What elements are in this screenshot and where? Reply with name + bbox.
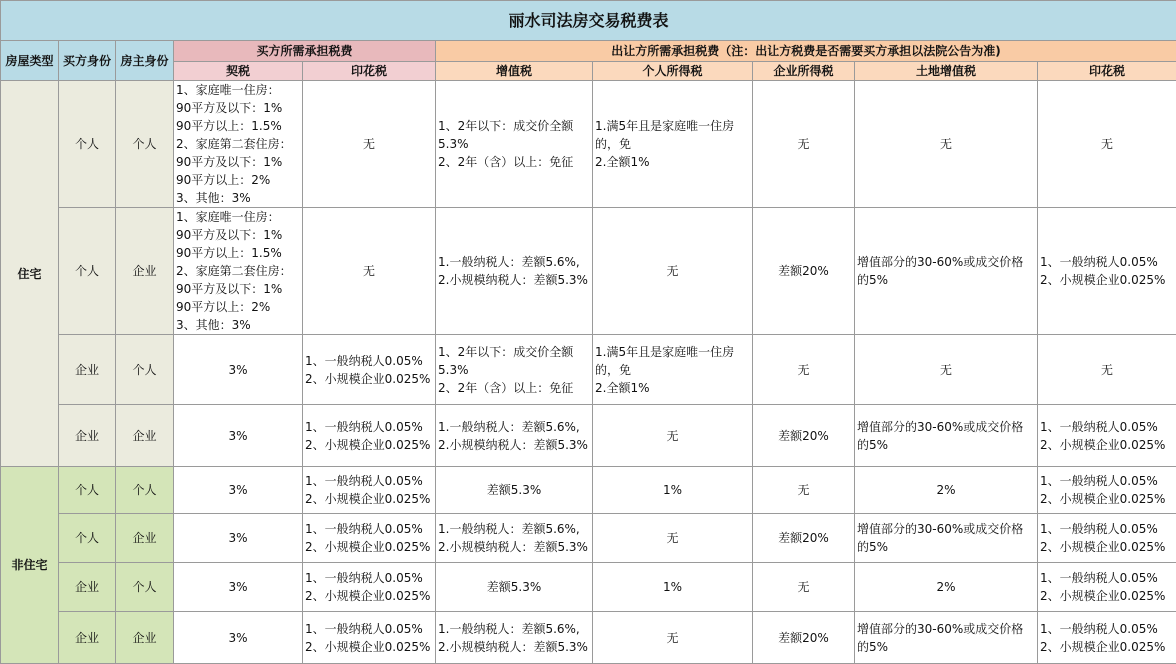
table-row	[1, 514, 1176, 563]
personal-income-tax-cell: 1%	[593, 563, 753, 612]
buyer-identity-cell: 企业	[59, 405, 116, 467]
buyer-stamp-tax-cell: 1、一般纳税人0.05% 2、小规模企业0.025%	[303, 405, 436, 467]
corporate-income-tax-cell: 无	[753, 81, 855, 208]
vat-cell: 1.一般纳税人：差额5.6%, 2.小规模纳税人：差额5.3%	[436, 405, 593, 467]
owner-identity-cell: 企业	[116, 405, 174, 467]
deed-tax-cell: 3%	[174, 335, 303, 405]
personal-income-tax-cell: 1.满5年且是家庭唯一住房的，免 2.全额1%	[593, 335, 753, 405]
land-vat-cell: 增值部分的30-60%或成交价格的5%	[855, 612, 1038, 664]
table-row	[1, 335, 1176, 405]
buyer-identity-cell: 企业	[59, 612, 116, 664]
buyer-identity-cell: 个人	[59, 208, 116, 335]
owner-identity-cell: 个人	[116, 81, 174, 208]
owner-identity-cell: 个人	[116, 467, 174, 514]
vat-cell: 1.一般纳税人：差额5.6%, 2.小规模纳税人：差额5.3%	[436, 514, 593, 563]
land-vat-cell: 2%	[855, 467, 1038, 514]
deed-tax-cell: 3%	[174, 514, 303, 563]
buyer-identity-cell: 企业	[59, 335, 116, 405]
buyer-stamp-tax-cell: 1、一般纳税人0.05% 2、小规模企业0.025%	[303, 612, 436, 664]
buyer-stamp-tax-cell: 无	[303, 81, 436, 208]
corporate-income-tax-cell: 差额20%	[753, 612, 855, 664]
buyer-identity-cell: 个人	[59, 467, 116, 514]
personal-income-tax-cell: 无	[593, 405, 753, 467]
house-type-cell: 非住宅	[1, 467, 59, 664]
land-vat-cell: 无	[855, 81, 1038, 208]
owner-identity-cell: 个人	[116, 563, 174, 612]
header-deed-tax: 契税	[174, 62, 303, 81]
deed-tax-cell: 3%	[174, 405, 303, 467]
seller-stamp-tax-cell: 1、一般纳税人0.05% 2、小规模企业0.025%	[1038, 563, 1176, 612]
house-type-cell: 住宅	[1, 81, 59, 467]
header-buyer-identity: 买方身份	[59, 41, 116, 81]
header-owner-identity: 房主身份	[116, 41, 174, 81]
table-title: 丽水司法房交易税费表	[1, 1, 1176, 41]
table-row	[1, 208, 1176, 335]
table-row	[1, 81, 1176, 208]
corporate-income-tax-cell: 差额20%	[753, 208, 855, 335]
header-seller-group: 出让方所需承担税费（注：出让方税费是否需要买方承担以法院公告为准)	[436, 41, 1176, 62]
personal-income-tax-cell: 1%	[593, 467, 753, 514]
corporate-income-tax-cell: 差额20%	[753, 514, 855, 563]
seller-stamp-tax-cell: 1、一般纳税人0.05% 2、小规模企业0.025%	[1038, 612, 1176, 664]
deed-tax-cell: 3%	[174, 612, 303, 664]
header-corporate-income-tax: 企业所得税	[753, 62, 855, 81]
seller-stamp-tax-cell: 1、一般纳税人0.05% 2、小规模企业0.025%	[1038, 208, 1176, 335]
land-vat-cell: 增值部分的30-60%或成交价格的5%	[855, 405, 1038, 467]
corporate-income-tax-cell: 无	[753, 335, 855, 405]
owner-identity-cell: 企业	[116, 612, 174, 664]
owner-identity-cell: 个人	[116, 335, 174, 405]
table-row	[1, 563, 1176, 612]
buyer-stamp-tax-cell: 1、一般纳税人0.05% 2、小规模企业0.025%	[303, 514, 436, 563]
seller-stamp-tax-cell: 无	[1038, 335, 1176, 405]
owner-identity-cell: 企业	[116, 514, 174, 563]
personal-income-tax-cell: 无	[593, 514, 753, 563]
seller-stamp-tax-cell: 1、一般纳税人0.05% 2、小规模企业0.025%	[1038, 467, 1176, 514]
deed-tax-cell: 1、家庭唯一住房： 90平方及以下：1% 90平方以上：1.5% 2、家庭第二套住房： 90平方及以下：1% 90平方以上：2% 3、其他：3%	[174, 81, 303, 208]
vat-cell: 差额5.3%	[436, 467, 593, 514]
header-personal-income-tax: 个人所得税	[593, 62, 753, 81]
table-row	[1, 405, 1176, 467]
land-vat-cell: 增值部分的30-60%或成交价格的5%	[855, 208, 1038, 335]
buyer-identity-cell: 个人	[59, 81, 116, 208]
deed-tax-cell: 3%	[174, 563, 303, 612]
buyer-stamp-tax-cell: 1、一般纳税人0.05% 2、小规模企业0.025%	[303, 335, 436, 405]
seller-stamp-tax-cell: 无	[1038, 81, 1176, 208]
buyer-identity-cell: 个人	[59, 514, 116, 563]
owner-identity-cell: 企业	[116, 208, 174, 335]
header-buyer-stamp-tax: 印花税	[303, 62, 436, 81]
land-vat-cell: 增值部分的30-60%或成交价格的5%	[855, 514, 1038, 563]
deed-tax-cell: 1、家庭唯一住房： 90平方及以下：1% 90平方以上：1.5% 2、家庭第二套住房： 90平方及以下：1% 90平方以上：2% 3、其他：3%	[174, 208, 303, 335]
personal-income-tax-cell: 1.满5年且是家庭唯一住房的，免 2.全额1%	[593, 81, 753, 208]
seller-stamp-tax-cell: 1、一般纳税人0.05% 2、小规模企业0.025%	[1038, 405, 1176, 467]
vat-cell: 1.一般纳税人：差额5.6%, 2.小规模纳税人：差额5.3%	[436, 208, 593, 335]
table-row	[1, 467, 1176, 514]
header-seller-stamp-tax: 印花税	[1038, 62, 1176, 81]
buyer-stamp-tax-cell: 1、一般纳税人0.05% 2、小规模企业0.025%	[303, 563, 436, 612]
land-vat-cell: 无	[855, 335, 1038, 405]
header-buyer-group: 买方所需承担税费	[174, 41, 436, 62]
buyer-identity-cell: 企业	[59, 563, 116, 612]
buyer-stamp-tax-cell: 无	[303, 208, 436, 335]
header-land-vat: 土地增值税	[855, 62, 1038, 81]
vat-cell: 差额5.3%	[436, 563, 593, 612]
header-house-type: 房屋类型	[1, 41, 59, 81]
corporate-income-tax-cell: 差额20%	[753, 405, 855, 467]
personal-income-tax-cell: 无	[593, 612, 753, 664]
header-vat: 增值税	[436, 62, 593, 81]
vat-cell: 1、2年以下：成交价全额5.3% 2、2年（含）以上：免征	[436, 335, 593, 405]
table-row	[1, 612, 1176, 664]
land-vat-cell: 2%	[855, 563, 1038, 612]
vat-cell: 1.一般纳税人：差额5.6%, 2.小规模纳税人：差额5.3%	[436, 612, 593, 664]
personal-income-tax-cell: 无	[593, 208, 753, 335]
vat-cell: 1、2年以下：成交价全额5.3% 2、2年（含）以上：免征	[436, 81, 593, 208]
corporate-income-tax-cell: 无	[753, 467, 855, 514]
buyer-stamp-tax-cell: 1、一般纳税人0.05% 2、小规模企业0.025%	[303, 467, 436, 514]
deed-tax-cell: 3%	[174, 467, 303, 514]
corporate-income-tax-cell: 无	[753, 563, 855, 612]
seller-stamp-tax-cell: 1、一般纳税人0.05% 2、小规模企业0.025%	[1038, 514, 1176, 563]
